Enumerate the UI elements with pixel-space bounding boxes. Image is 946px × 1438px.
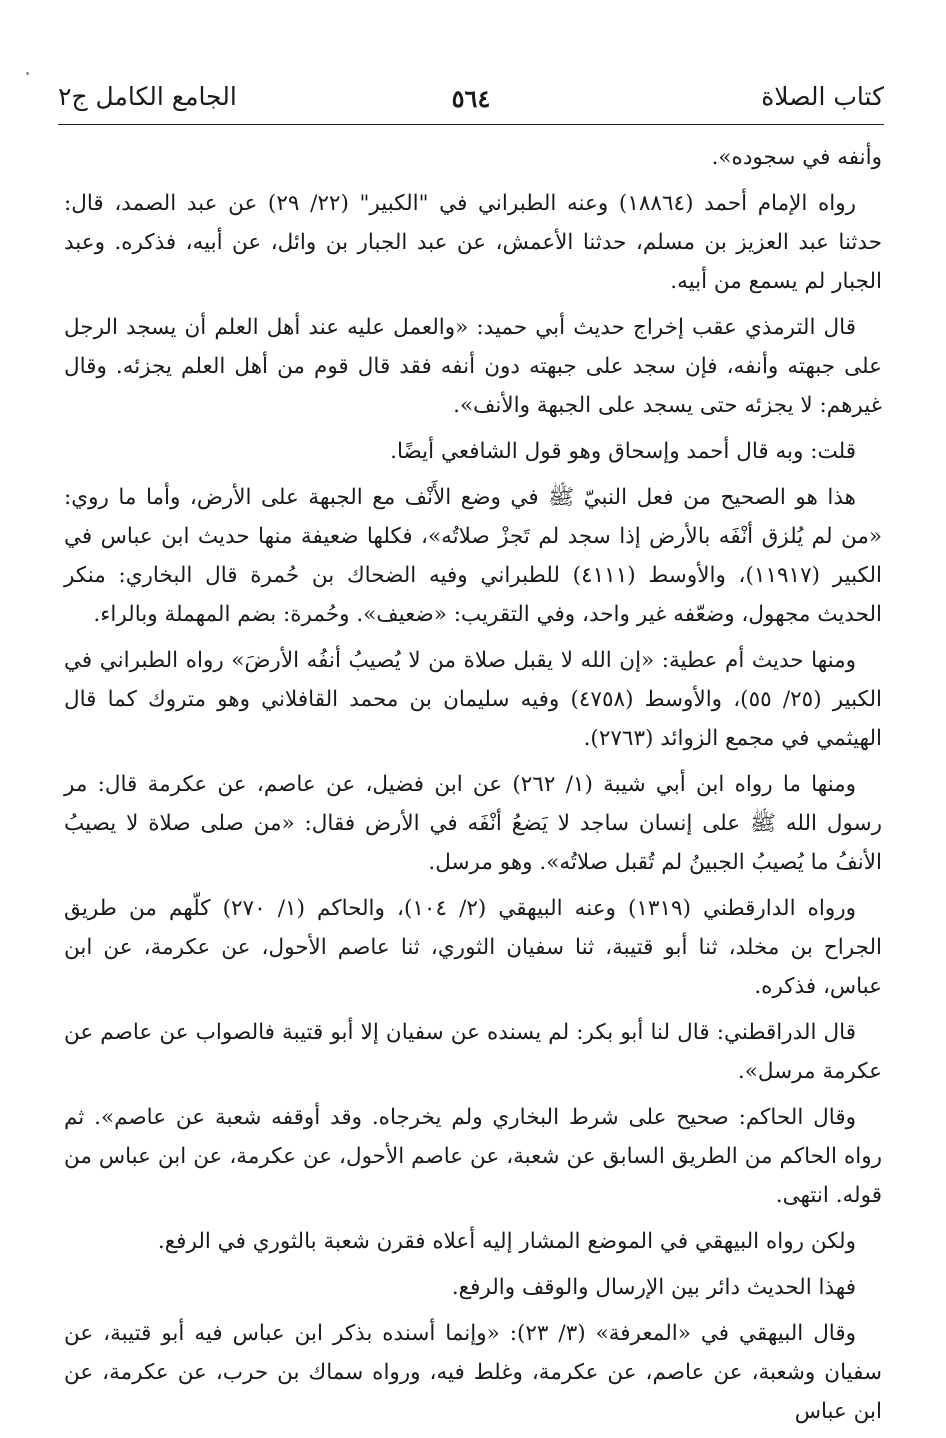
page-header: [58, 80, 884, 125]
paragraph: وأنفه في سجوده».: [711, 145, 882, 170]
paragraph: ومنها ما رواه ابن أبي شيبة (١/ ٢٦٢) عن ابن فضيل، عن عاصم، عن عكرمة قال: مر رسول الله ﷺ على إنسان ساجد لا يَضعُ أنْفَه في الأرض فقال: «من صلى صلاة لا يصيبُ الأنفُ ما يُصيبُ الجبينُ لم تُقبل صلاتُه». وهو مرسل.: [64, 772, 882, 875]
paragraph: ورواه الدارقطني (١٣١٩) وعنه البيهقي (٢/ ١٠٤)، والحاكم (١/ ٢٧٠) كلّهم من طريق الجراح بن مخلد، ثنا أبو قتيبة، ثنا سفيان الثوري، ثنا عاصم الأحول، عن عكرمة، عن ابن عباس، فذكره.: [64, 896, 882, 999]
paragraph: ولكن رواه البيهقي في الموضع المشار إليه أعلاه فقرن شعبة بالثوري في الرفع.: [157, 1229, 856, 1254]
paragraph: وقال البيهقي في «المعرفة» (٣/ ٢٣): «وإنما أسنده بذكر ابن عباس فيه أبو قتيبة، عن سفيان وشعبة، عن عاصم، عن عكرمة، وغلط فيه، ورواه سماك بن حرب، عن عكرمة، عن ابن عباس: [64, 1321, 882, 1424]
scan-speck: [26, 72, 29, 75]
paragraph: ومنها حديث أم عطية: «إن الله لا يقبل صلاة من لا يُصيبُ أنفُه الأرضَ» رواه الطبراني في الكبير (٢٥/ ٥٥)، والأوسط (٤٧٥٨) وفيه سليمان بن محمد القافلاني وهو متروك كما قال الهيثمي في مجمع الزوائد (٢٧٦٣).: [64, 648, 882, 751]
chapter-title: كتاب الصلاة: [761, 82, 884, 111]
paragraph: قال الترمذي عقب إخراج حديث أبي حميد: «والعمل عليه عند أهل العلم أن يسجد الرجل على جبهته وأنفه، فإن سجد على جبهته دون أنفه فقد قال قوم من أهل العلم يجزئه. وقال غيرهم: لا يجزئه حتى يسجد على الجبهة والأنف».: [64, 315, 882, 418]
paragraph: قلت: وبه قال أحمد وإسحاق وهو قول الشافعي أيضًا.: [390, 439, 856, 464]
page-number: ٥٦٤: [451, 84, 491, 113]
paragraph: فهذا الحديث دائر بين الإرسال والوقف والرفع.: [451, 1275, 856, 1300]
paragraph: هذا هو الصحيح من فعل النبيّ ﷺ في وضع الأَنْف مع الجبهة على الأرض، وأما ما روي: «من لم يُلزق أنْفَه بالأرض إذا سجد لم تَجزْ صلاتُه»، فكلها ضعيفة منها حديث ابن عباس في الكبير (١١٩١٧)، والأوسط (٤١١١) للطبراني وفيه الضحاك بن حُمرة قال البخاري: منكر الحديث مجهول، وضعّفه غير واحد، وفي التقريب: «ضعيف». وحُمرة: بضم المهملة وبالراء.: [64, 485, 882, 627]
page-body: [64, 138, 882, 1438]
paragraph: رواه الإمام أحمد (١٨٨٦٤) وعنه الطبراني في "الكبير" (٢٢/ ٢٩) عن عبد الصمد، قال: حدثنا عبد العزيز بن مسلم، حدثنا الأعمش، عن عبد الجبار بن وائل، عن أبيه، فذكره. وعبد الجبار لم يسمع من أبيه.: [64, 191, 882, 294]
paragraph: قال الدراقطني: قال لنا أبو بكر: لم يسنده عن سفيان إلا أبو قتيبة فالصواب عن عاصم عن عكرمة مرسل».: [64, 1020, 882, 1084]
paragraph: وقال الحاكم: صحيح على شرط البخاري ولم يخرجاه. وقد أوقفه شعبة عن عاصم». ثم رواه الحاكم من الطريق السابق عن شعبة، عن عاصم الأحول، عن عكرمة، عن ابن عباس من قوله. انتهى.: [64, 1105, 882, 1208]
book-title: الجامع الكامل ج٢: [58, 82, 237, 111]
